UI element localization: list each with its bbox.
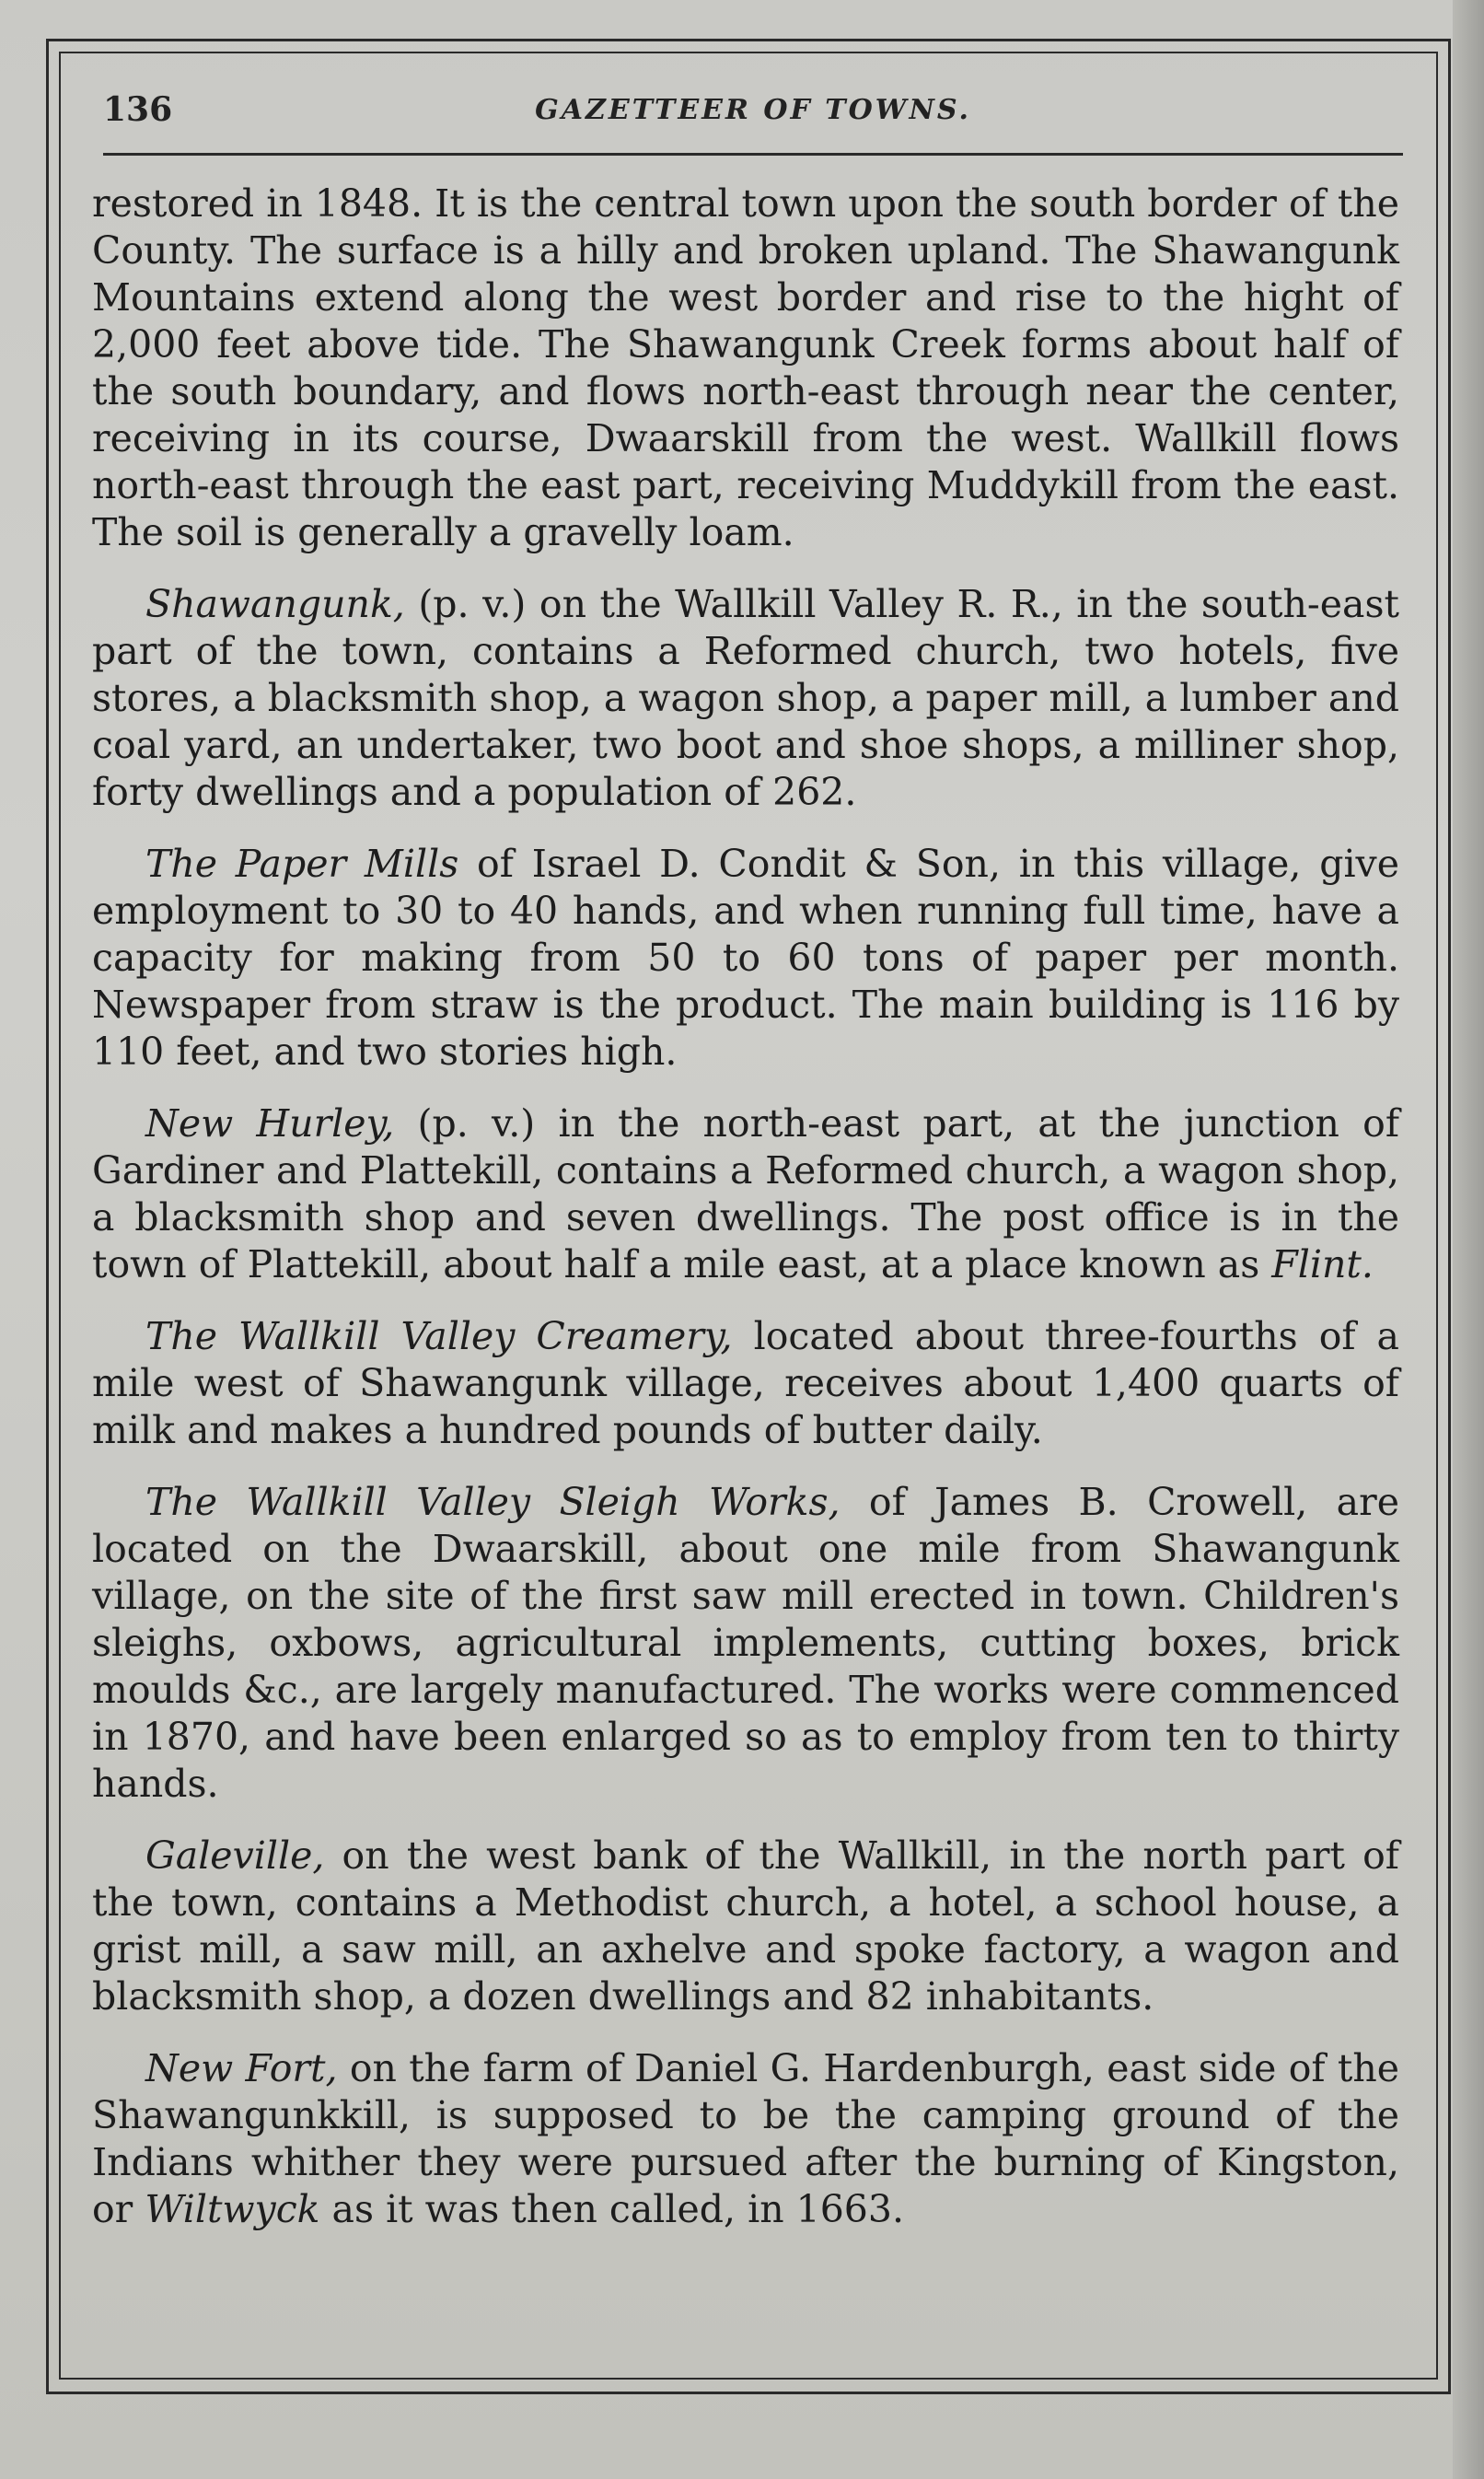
- paragraph: [92, 1100, 1399, 1288]
- paragraph-text: restored in 1848. It is the central town upon the south border of the County. The surface is a hilly and broken upland. The Shawangunk Mountains extend along the west border and rise to the hight of 2,000 feet above tide. The Shawangunk Creek forms about half of the south boundary, and flows north-east through near the center, receiving in its course, Dwaarskill from the west. Wallkill flows north-east through the east part, receiving Muddykill from the east. The soil is generally a gravelly loam.: [92, 181, 1399, 554]
- paragraph-lead: The Wallkill Valley Sleigh Works,: [145, 1480, 841, 1524]
- paragraph-text: of James B. Crowell, are located on the Dwaarskill, about one mile from Shawangunk village, on the site of the first saw mill erected in town. Children's sleighs, oxbows, agricultural implements, cutting boxes, brick moulds &c., are largely manufactured. The works were commenced in 1870, and have been enlarged so as to employ from ten to thirty hands.: [92, 1480, 1399, 1806]
- page-number: 136: [103, 90, 173, 129]
- header-rule: [103, 153, 1403, 156]
- paragraph-tail: as it was then called, in 1663.: [319, 2187, 905, 2231]
- paragraph: [92, 180, 1399, 556]
- paragraph: [92, 841, 1399, 1076]
- paragraph: [92, 1313, 1399, 1454]
- paragraph-lead: The Paper Mills: [145, 842, 459, 886]
- body-text: [92, 180, 1399, 2258]
- paragraph: [92, 1479, 1399, 1808]
- paragraph-lead: Galeville,: [145, 1833, 325, 1878]
- paragraph-text: located about three-fourths of a mile west of Shawangunk village, receives about 1,400 quarts of milk and makes a hundred pounds of butter daily.: [92, 1314, 1399, 1452]
- paragraph: [92, 581, 1399, 816]
- paragraph-text: on the farm of Daniel G. Hardenburgh, east side of the Shawangunkkill, is supposed to be the camping ground of the Indians whither they were pursued after the burning of Kingston, or: [92, 2046, 1400, 2231]
- paragraph-text: (p. v.) in the north-east part, at the junction of Gardiner and Plattekill, contains a Reformed church, a wagon shop, a blacksmith shop and seven dwellings. The post office is in the town of Plattekill, about half a mile east, at a place known as: [92, 1101, 1399, 1286]
- paragraph-lead: The Wallkill Valley Creamery,: [145, 1314, 733, 1358]
- paragraph-text: on the west bank of the Wallkill, in the north part of the town, contains a Methodist church, a hotel, a school house, a grist mill, a saw mill, an axhelve and spoke factory, a wagon and blacksmith shop, a dozen dwellings and 82 inhabitants.: [92, 1833, 1399, 2019]
- paragraph: [92, 2045, 1399, 2233]
- paragraph-italic-tail: Flint.: [1271, 1242, 1374, 1286]
- paragraph-lead: Shawangunk,: [145, 582, 405, 626]
- page-edge: [1453, 0, 1484, 2479]
- paragraph-text: of Israel D. Condit & Son, in this village, give employment to 30 to 40 hands, and when running full time, have a capacity for making from 50 to 60 tons of paper per month. Newspaper from straw is the product. The main building is 116 by 110 feet, and two stories high.: [92, 842, 1399, 1074]
- paragraph: [92, 1833, 1399, 2020]
- paragraph-lead: New Hurley,: [145, 1101, 395, 1146]
- page-header: [103, 81, 1403, 145]
- running-head: GAZETTEER OF TOWNS.: [535, 94, 971, 126]
- paragraph-text: (p. v.) on the Wallkill Valley R. R., in the south-east part of the town, contains a Reformed church, two hotels, five stores, a blacksmith shop, a wagon shop, a paper mill, a lumber and coal yard, an undertaker, two boot and shoe shops, a milliner shop, forty dwellings and a population of 262.: [92, 582, 1399, 814]
- paragraph-lead: New Fort,: [145, 2046, 338, 2090]
- paragraph-italic-tail: Wiltwyck: [145, 2187, 320, 2231]
